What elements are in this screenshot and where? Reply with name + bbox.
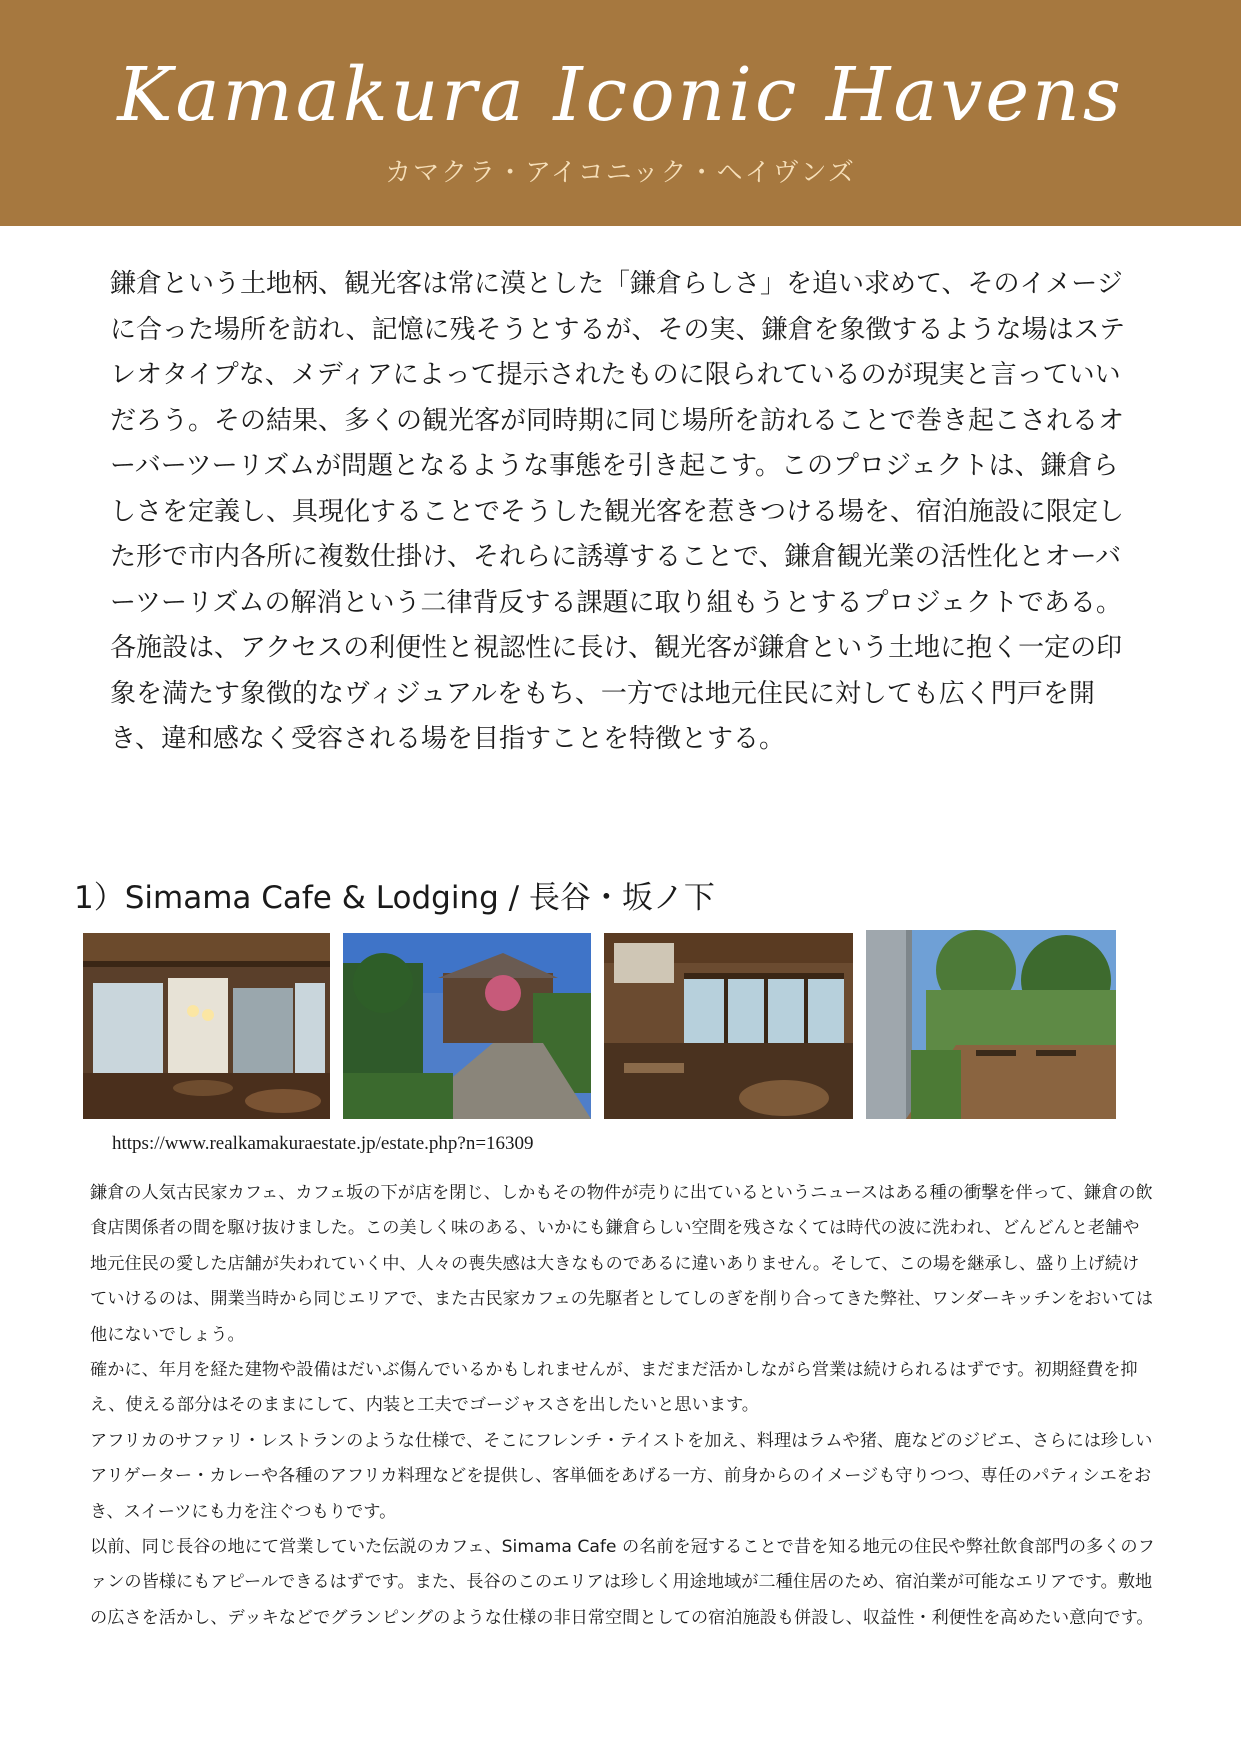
- intro-text: [110, 262, 1135, 763]
- page-title: Kamakura Iconic Havens: [117, 52, 1124, 138]
- cafe-interior-windows-photo: [604, 933, 853, 1119]
- wooden-deck-terrace-photo: [866, 930, 1116, 1119]
- intro-paragraph: 各施設は、アクセスの利便性と視認性に長け、観光客が鎌倉という土地に抱く一定の印象を満たす象徴的なヴィジュアルをもち、一方では地元住民に対しても広く門戸を開き、違和感なく受容される場を目指すことを特徴とする。: [110, 633, 1123, 754]
- section-body: [90, 1176, 1156, 1636]
- body-paragraph: アフリカのサファリ・レストランのような仕様で、そこにフレンチ・テイストを加え、料理はラムや猪、鹿などのジビエ、さらには珍しいアリゲーター・カレーや各種のアフリカ料理などを提供し、客単価をあげる一方、前身からのイメージも守りつつ、専任のパティシエをおき、スイーツにも力を注ぐつもりです。: [90, 1430, 1153, 1522]
- body-paragraph: 鎌倉の人気古民家カフェ、カフェ坂の下が店を閉じ、しかもその物件が売りに出ているというニュースはある種の衝撃を伴って、鎌倉の飲食店関係者の間を駆け抜けました。この美しく味のある、いかにも鎌倉らしい空間を残さなくては時代の波に洗われ、どんどんと老舗や地元住民の愛した店舗が失われていく中、人々の喪失感は大きなものであるに違いありません。そして、この場を継承し、盛り上げ続けていけるのは、開業当時から同じエリアで、また古民家カフェの先駆者としてしのぎを削り合ってきた弊社、ワンダーキッチンをおいては他にないでしょう。: [90, 1183, 1154, 1345]
- body-paragraph: 以前、同じ長谷の地にて営業していた伝説のカフェ、Simama Cafe の名前を冠することで昔を知る地元の住民や弊社飲食部門の多くのファンの皆様にもアピールできるはずです。また、長谷のこのエリアは珍しく用途地域が二種住居のため、宿泊業が可能なエリアです。敷地の広さを活かし、デッキなどでグランピングのような仕様の非日常空間としての宿泊施設も併設し、収益性・利便性を高めたい意向です。: [90, 1537, 1155, 1628]
- intro-paragraph: 鎌倉という土地柄、観光客は常に漠とした「鎌倉らしさ」を追い求めて、そのイメージに合った場所を訪れ、記憶に残そうとするが、その実、鎌倉を象徴するような場はステレオタイプな、メディアによって提示されたものに限られているのが現実と言っていいだろう。その結果、多くの観光客が同時期に同じ場所を訪れることで巻き起こされるオーバーツーリズムが問題となるような事態を引き起こす。このプロジェクトは、鎌倉らしさを定義し、具現化することでそうした観光客を惹きつける場を、宿泊施設に限定した形で市内各所に複数仕掛け、それらに誘導することで、鎌倉観光業の活性化とオーバーツーリズムの解消という二律背反する課題に取り組もうとするプロジェクトである。: [110, 269, 1126, 618]
- page-subtitle: カマクラ・アイコニック・ヘイヴンズ: [385, 158, 856, 188]
- exterior-garden-path-photo: [343, 933, 591, 1119]
- cafe-interior-dining-photo: [83, 933, 330, 1119]
- title-banner: [0, 0, 1241, 226]
- estate-link[interactable]: https://www.realkamakuraestate.jp/estate.php?n=16309: [112, 1133, 534, 1154]
- body-paragraph: 確かに、年月を経た建物や設備はだいぶ傷んでいるかもしれませんが、まだまだ活かしながら営業は続けられるはずです。初期経費を抑え、使える部分はそのままにして、内装と工夫でゴージャスさを出したいと思います。: [90, 1360, 1138, 1416]
- section-heading: 1）Simama Cafe & Lodging / 長谷・坂ノ下: [74, 880, 715, 916]
